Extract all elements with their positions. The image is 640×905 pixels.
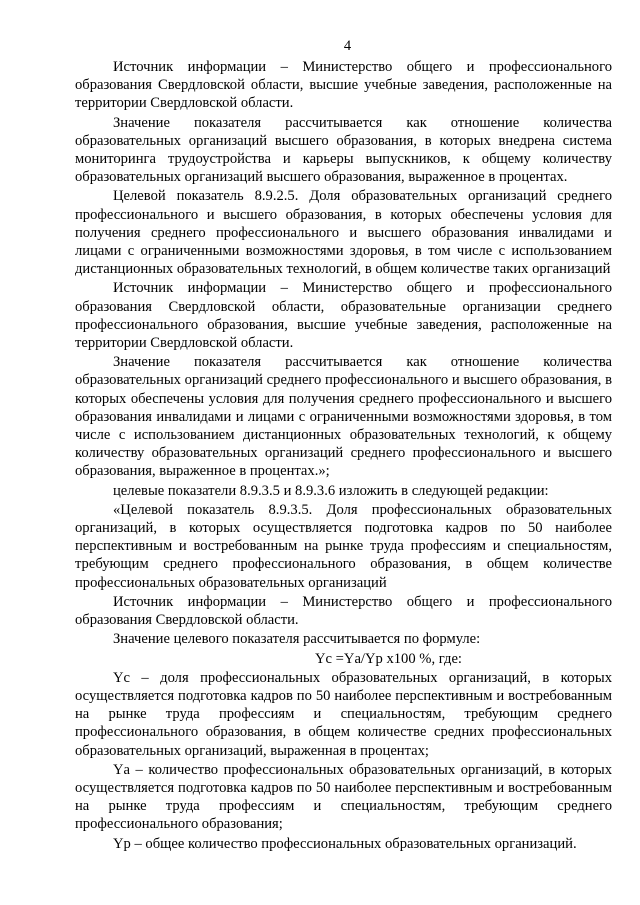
paragraph-indicator-8-9-2-5: Целевой показатель 8.9.2.5. Доля образовательных организаций среднего профессионального и высшего образования, в которых обеспечены условия для получения среднего профессионального и высшего образования инвалидами и лицами с ограниченными возможностями здоровья, в том числе с использованием дистанционных образовательных технологий, в общем количестве таких организаций — [75, 188, 612, 278]
paragraph-formula-intro: Значение целевого показателя рассчитывается по формуле: — [113, 631, 481, 648]
paragraph-calculation-1: Значение показателя рассчитывается как отношение количества образовательных организаций высшего образования, в которых внедрена система мониторинга трудоустройства и карьеры выпускников, к общему количеству образовательных организаций высшего образования, выраженное в процентах. — [75, 114, 612, 186]
definition-yc: Yс – доля профессиональных образовательных организаций, в которых осуществляется подготовка кадров по 50 наиболее перспективным и востребованным на рынке труда профессиям и специальностям, требующим среднего профессионального образования, в общем количестве средних профессиональных образовательных организаций, выраженная в процентах; — [75, 669, 612, 759]
page-number: 4 — [343, 38, 352, 54]
paragraph-source-1: Источник информации – Министерство общего и профессионального образования Свердловской области, высшие учебные заведения, расположенные на территории Свердловской области. — [75, 59, 612, 112]
formula: Yс =Yа/Yр x100 %, где: — [315, 650, 462, 667]
paragraph-calculation-2: Значение показателя рассчитывается как отношение количества образовательных организаций среднего профессионального и высшего образования, в которых обеспечены условия для получения среднего профессионального и высшего образования инвалидами и лицами с ограниченными возможностями здоровья, в том числе с использованием дистанционных образовательных технологий, к общему количеству образовательных организаций среднего профессионального и высшего образования, выраженное в процентах.»; — [75, 354, 612, 480]
definition-yr: Yр – общее количество профессиональных образовательных организаций. — [113, 835, 577, 852]
paragraph-amendment-intro: целевые показатели 8.9.3.5 и 8.9.3.6 изложить в следующей редакции: — [113, 482, 549, 499]
definition-ya: Yа – количество профессиональных образовательных организаций, в которых осуществляется подготовка кадров по 50 наиболее перспективным и востребованным на рынке труда профессиям и специальностям, требующим среднего профессионального образования; — [75, 761, 612, 833]
paragraph-indicator-8-9-3-5: «Целевой показатель 8.9.3.5. Доля профессиональных образовательных организаций, в которых осуществляется подготовка кадров по 50 наиболее перспективным и востребованным на рынке труда профессиям и специальностям, требующим среднего профессионального образования, в общем количестве профессиональных образовательных организаций — [75, 501, 612, 591]
paragraph-source-3: Источник информации – Министерство общего и профессионального образования Свердловской области. — [75, 593, 612, 629]
paragraph-source-2: Источник информации – Министерство общего и профессионального образования Свердловской области, образовательные организации среднего профессионального образования, высшие учебные заведения, расположенные на территории Свердловской области. — [75, 280, 612, 352]
